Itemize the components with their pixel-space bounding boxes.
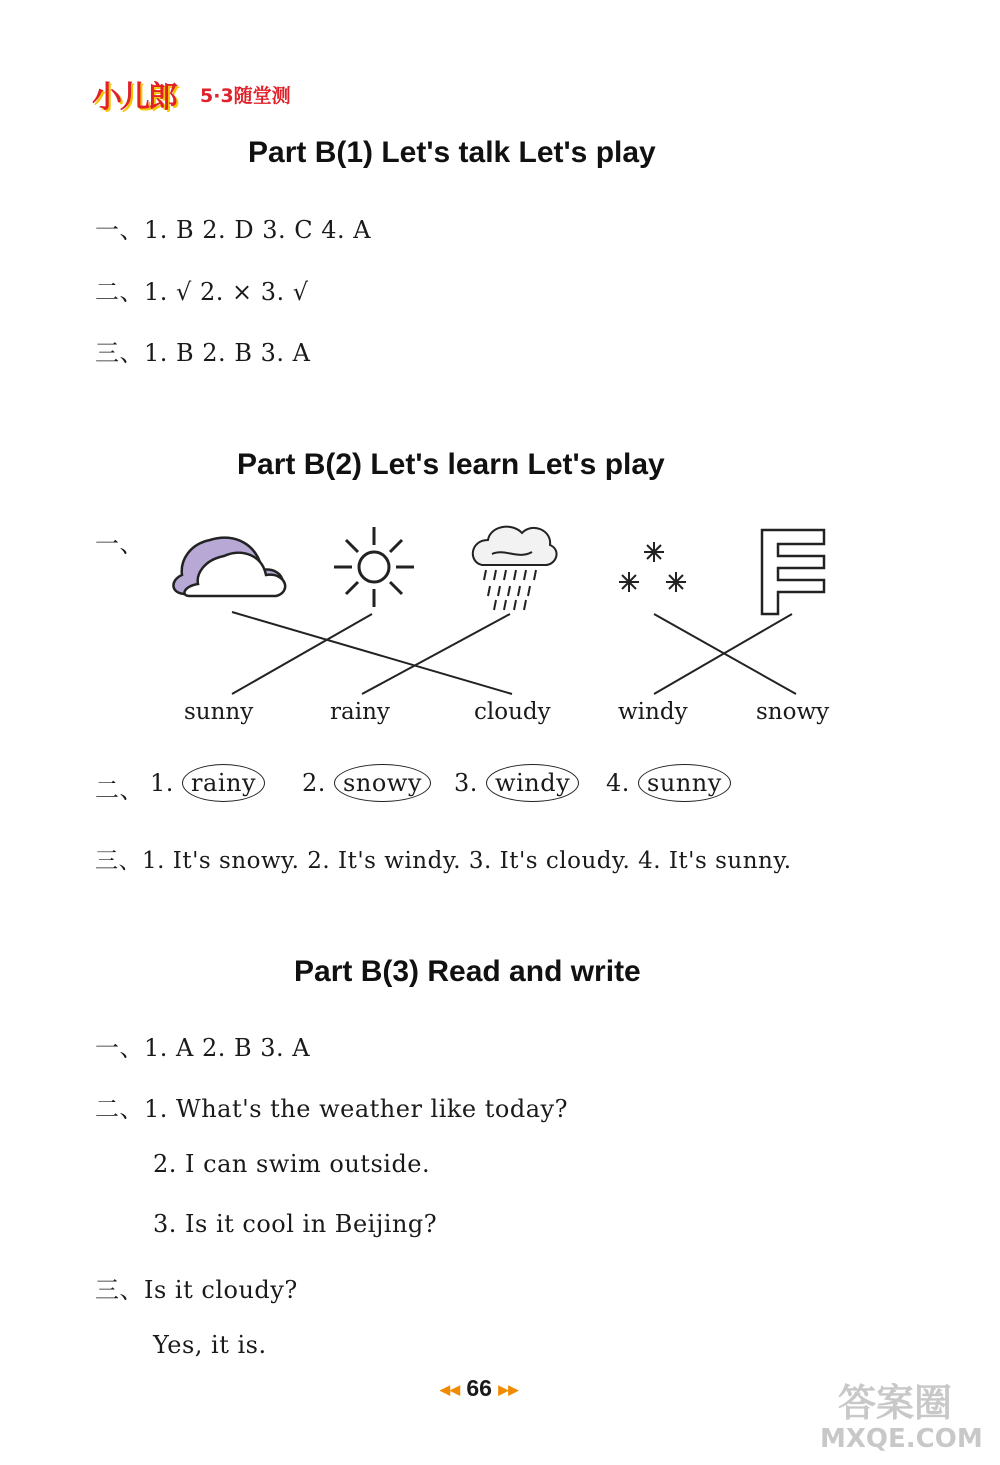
section-title-b2: Part B(2) Let's learn Let's play [237, 448, 665, 481]
word-label: snowy [756, 699, 830, 725]
word-label: cloudy [474, 699, 551, 725]
circled-answer [150, 764, 265, 802]
question-marker: 一、 [95, 530, 144, 558]
watermark-url: MXQE.COM [820, 1424, 983, 1454]
answer-line: 三、Is it cloudy? [95, 1276, 298, 1304]
answer-line: 3. Is it cool in Beijing? [153, 1210, 438, 1238]
answer-line: Yes, it is. [153, 1331, 267, 1359]
circled-answer [454, 764, 579, 802]
watermark-logo: 答案圈 [838, 1381, 953, 1425]
sun-icon [334, 527, 414, 607]
circled-word: snowy [334, 764, 431, 802]
item-number: 3. [454, 769, 478, 797]
answer-line: 2. I can swim outside. [153, 1150, 431, 1178]
page-number: 66 [466, 1375, 492, 1401]
circled-answer [302, 764, 431, 802]
section-title-b1: Part B(1) Let's talk Let's play [248, 136, 656, 169]
item-number: 4. [606, 769, 630, 797]
circled-word: sunny [638, 764, 731, 802]
answer-line: 三、1. B 2. B 3. A [95, 339, 311, 367]
circled-word: rainy [182, 764, 265, 802]
answer-line: 一、1. A 2. B 3. A [95, 1034, 311, 1062]
question-marker: 二、 [95, 776, 144, 804]
item-number: 2. [302, 769, 326, 797]
wind-icon [762, 530, 824, 614]
section-title-b3: Part B(3) Read and write [294, 955, 641, 988]
word-label: rainy [330, 699, 390, 725]
next-page-icon: ▶▶ [498, 1381, 519, 1397]
answer-line: 一、1. B 2. D 3. C 4. A [95, 216, 372, 244]
answer-line: 二、1. √ 2. × 3. √ [95, 278, 309, 306]
prev-page-icon: ◀◀ [440, 1381, 460, 1397]
circled-answer [606, 764, 731, 802]
rain-icon [473, 527, 557, 610]
snow-icon [619, 542, 686, 592]
item-number: 1. [150, 769, 174, 797]
match-lines [232, 612, 796, 694]
brand-subtitle: 5·3随堂测 [200, 85, 291, 107]
word-label: windy [618, 699, 688, 725]
cloud-icon [173, 538, 285, 596]
answer-line: 二、1. What's the weather like today? [95, 1095, 568, 1123]
word-label: sunny [184, 699, 254, 725]
circled-word: windy [486, 764, 579, 802]
answer-line: 三、1. It's snowy. 2. It's windy. 3. It's cloudy. 4. It's sunny. [95, 848, 792, 874]
brand-logo: 小儿郎 [92, 80, 176, 115]
page-number-bar [440, 1375, 518, 1402]
